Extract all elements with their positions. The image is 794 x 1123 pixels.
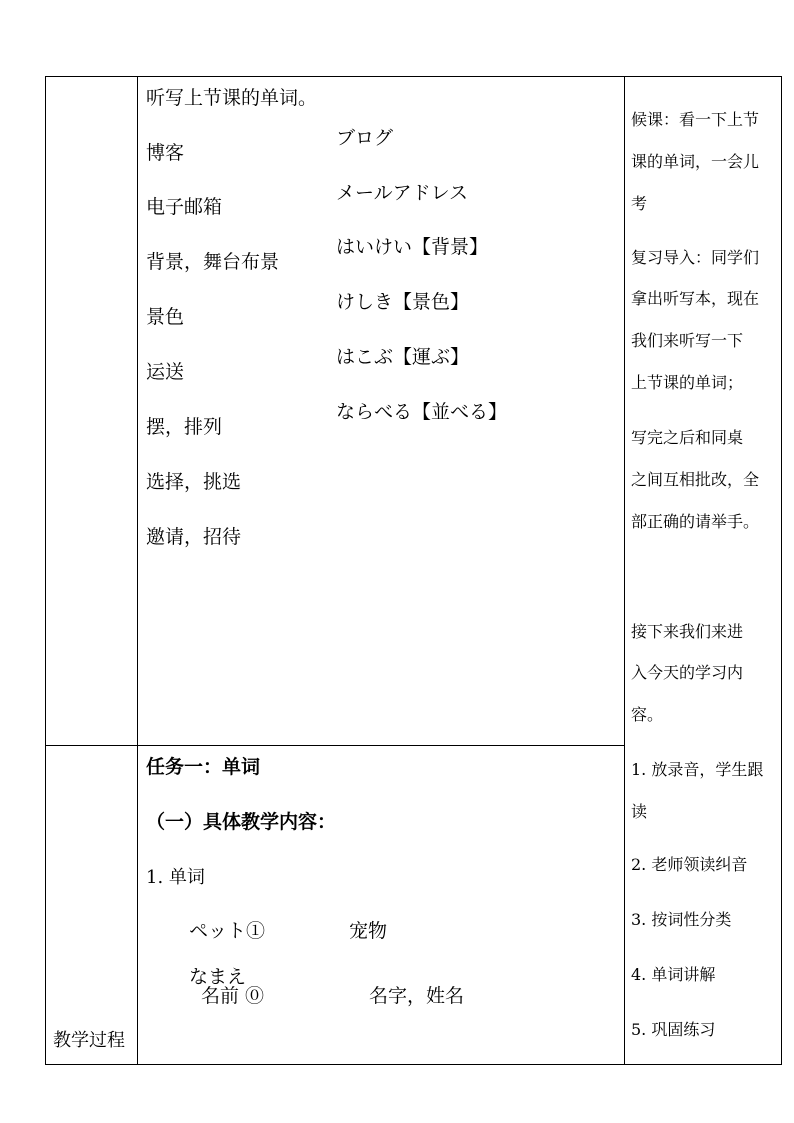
note-line: 复习导入：同学们 <box>631 248 760 267</box>
vocab-ja: はいけい【背景】 <box>336 236 489 258</box>
note-line: 4. 单词讲解 <box>631 965 716 984</box>
note-line: 写完之后和同桌 <box>631 428 744 447</box>
note-line: 上节课的单词； <box>631 373 744 392</box>
note-line: 之间互相批改，全 <box>631 470 760 489</box>
note-line: 课的单词，一会儿 <box>631 152 760 171</box>
note-line: 容。 <box>631 705 664 724</box>
note-line: 我们来听写一下 <box>631 331 744 350</box>
note-line: 考 <box>631 194 648 213</box>
row-divider <box>45 745 625 746</box>
vocab-zh: 摆，排列 <box>146 416 223 438</box>
column-divider-1 <box>137 76 138 1065</box>
table-top-border <box>45 76 782 77</box>
table-left-border <box>45 76 46 1065</box>
note-line: 候课：看一下上节 <box>631 110 760 129</box>
task-title: 任务一：单词 <box>146 756 261 778</box>
note-line: 3. 按词性分类 <box>631 910 732 929</box>
process-label: 教学过程 <box>53 1030 125 1051</box>
vocab-zh: 邀请，招待 <box>146 526 242 548</box>
word-zh: 宠物 <box>349 920 388 942</box>
section-heading: 1. 单词 <box>146 867 205 888</box>
note-line: 1. 放录音，学生跟 <box>631 760 764 779</box>
column-divider-2 <box>624 76 625 1065</box>
table-bottom-border <box>45 1064 782 1065</box>
vocab-zh: 背景，舞台布景 <box>146 251 280 273</box>
note-line: 拿出听写本，现在 <box>631 289 760 308</box>
vocab-ja: ならべる【並べる】 <box>336 401 508 423</box>
note-line: 接下来我们来进 <box>631 622 744 641</box>
vocab-zh: 选择，挑选 <box>146 471 242 493</box>
word-furigana: なまえ <box>189 966 247 988</box>
vocab-ja: はこぶ【運ぶ】 <box>336 346 470 368</box>
note-line: 部正确的请举手。 <box>631 512 760 531</box>
word-ja: 名前 ⓪ <box>201 985 265 1007</box>
vocab-ja: メールアドレス <box>336 182 469 204</box>
table-right-border <box>781 76 782 1065</box>
note-line: 2. 老师领读纠音 <box>631 855 748 874</box>
note-line: 入今天的学习内 <box>631 663 744 682</box>
word-zh: 名字，姓名 <box>369 985 465 1007</box>
vocab-zh: 运送 <box>146 361 185 383</box>
note-line: 5. 巩固练习 <box>631 1020 716 1039</box>
task-subtitle: （一）具体教学内容： <box>146 811 337 833</box>
note-line: 读 <box>631 802 648 821</box>
vocab-zh: 景色 <box>146 306 185 328</box>
word-ja: ペット① <box>189 920 266 942</box>
vocab-ja: ブログ <box>336 127 394 149</box>
vocab-ja: けしき【景色】 <box>336 291 470 313</box>
vocab-zh: 博客 <box>146 142 185 164</box>
review-instruction: 听写上节课的单词。 <box>146 87 318 109</box>
vocab-zh: 电子邮箱 <box>146 196 223 218</box>
